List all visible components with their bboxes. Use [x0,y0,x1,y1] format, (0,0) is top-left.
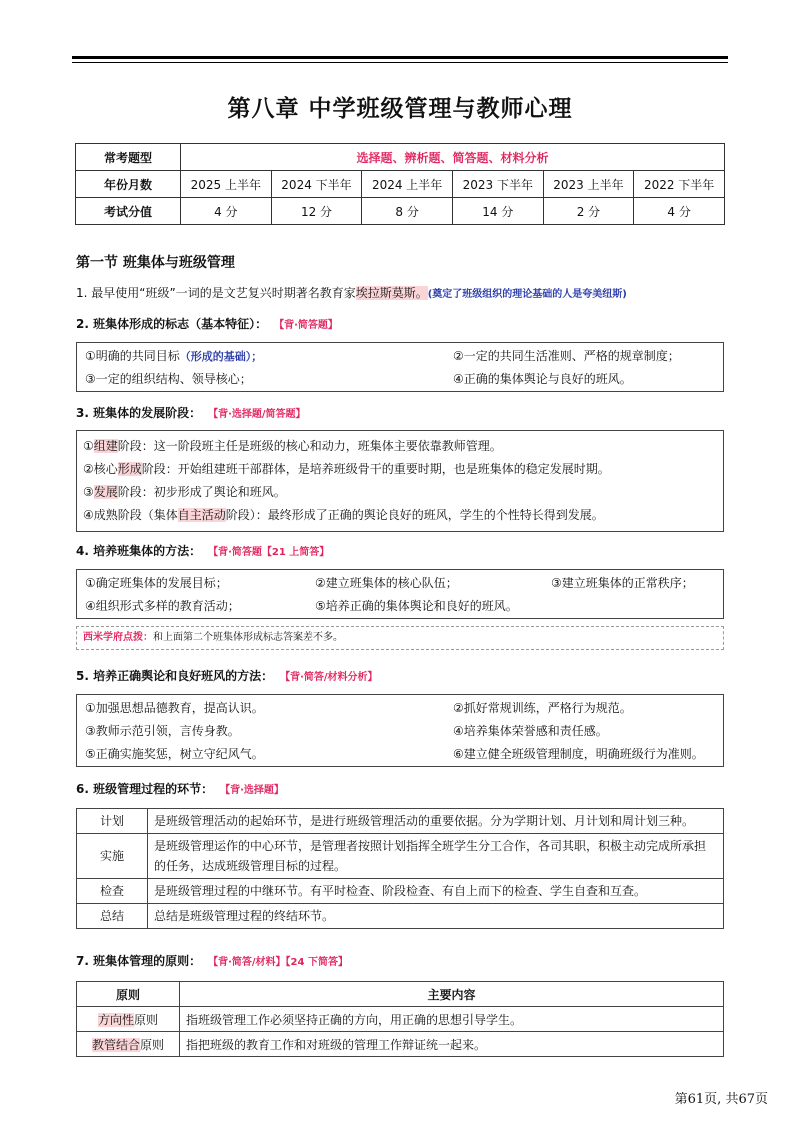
score-cell: 4 分 [181,198,272,225]
list-item: ④正确的集体舆论与良好的班风。 [453,372,632,386]
score-cell: 12 分 [271,198,362,225]
exam-info-table [75,143,725,225]
q1-text: 1. 最早使用“班级”一词的是文艺复兴时期著名教育家 [76,286,356,300]
q5-title-text: 5. 培养正确舆论和良好班风的方法： [76,669,274,683]
list-item: ①加强思想品德教育，提高认识。 [85,701,264,715]
year-cell: 2023 上半年 [543,171,634,198]
list-item: ①确定班集体的发展目标； [85,576,228,590]
year-cell: 2025 上半年 [181,171,272,198]
table-row: 教管结合原则 指把班级的教育工作和对班级的管理工作辩证统一起来。 [77,1032,724,1057]
list-item: ④组织形式多样的教育活动； [85,599,240,613]
q3-tag: 【背·选择题/简答题】 [213,409,306,420]
q1 [76,284,627,301]
year-cell: 2024 下半年 [271,171,362,198]
tip-box [76,626,724,650]
score-cell: 4 分 [634,198,725,225]
q6-title-text: 6. 班级管理过程的环节： [76,782,214,796]
list-item: ⑤培养正确的集体舆论和良好的班风。 [315,599,518,613]
chapter-title: 第八章 中学班级管理与教师心理 [227,95,573,122]
top-rule-thick [72,56,728,59]
q4-box [76,569,724,619]
table-row: 总结 总结是班级管理过程的终结环节。 [77,904,724,929]
list-item: ④培养集体荣誉感和责任感。 [453,724,608,738]
table-row: 检查 是班级管理过程的中继环节。有平时检查、阶段检查、有自上而下的检查、学生自查和互查。 [77,879,724,904]
list-item: ②抓好常规训练，严格行为规范。 [453,701,632,715]
q7-tag: 【背·简答/材料】【24 下简答】 [213,957,348,968]
page-footer: 第61页, 共67页 [674,1092,768,1107]
q1-name: 埃拉斯莫斯。 [355,286,428,300]
q1-note: (奠定了班级组织的理论基础的人是夸美纽斯) [427,289,627,300]
question-types: 选择题、辨析题、简答题、材料分析 [181,144,725,171]
table-header: 原则 主要内容 [77,982,724,1007]
year-cell: 2023 下半年 [452,171,543,198]
list-item: ①明确的共同目标（形成的基础）； [85,349,263,363]
list-item: ②核心形成阶段：开始组建班干部群体，是培养班级骨干的重要时期，也是班集体的稳定发展时期。 [83,462,610,476]
q4-tag: 【背·简答题【21 上简答】 [213,547,330,558]
tip-label: 西米学府点拨： [83,632,153,643]
tip-text: 和上面第二个班集体形成标志答案差不多。 [153,632,343,643]
list-item: ③建立班集体的正常秩序； [551,576,694,590]
list-item: ③发展阶段：初步形成了舆论和班风。 [83,485,286,499]
table-row: 计划 是班级管理活动的起始环节，是进行班级管理活动的重要依据。分为学期计划、月计划和周计划三种。 [77,809,724,834]
process-table [76,808,724,929]
table-row: 方向性原则 指班级管理工作必须坚持正确的方向，用正确的思想引导学生。 [77,1007,724,1032]
score-cell: 8 分 [362,198,453,225]
list-item: ③教师示范引领，言传身教。 [85,724,240,738]
years-label: 年份月数 [76,171,181,198]
q5-title [76,667,378,684]
list-item: ②一定的共同生活准则、严格的规章制度； [453,349,680,363]
q3-title-text: 3. 班集体的发展阶段： [76,406,202,420]
q3-title [76,404,306,421]
scores-label: 考试分值 [76,198,181,225]
q2-box [76,342,724,392]
score-cell: 2 分 [543,198,634,225]
year-cell: 2024 上半年 [362,171,453,198]
table-row: 实施 是班级管理运作的中心环节，是管理者按照计划指挥全班学生分工合作，各司其职，积极主动完成所承担的任务，达成班级管理目标的过程。 [77,834,724,879]
list-item: ④成熟阶段（集体自主活动阶段）：最终形成了正确的舆论良好的班风，学生的个性特长得到发展。 [83,508,604,522]
q2-title [76,315,338,332]
q6-title [76,780,284,797]
types-label: 常考题型 [76,144,181,171]
q4-title-text: 4. 培养班集体的方法： [76,544,202,558]
q4-title [76,542,329,559]
q7-title [76,952,348,969]
q7-title-text: 7. 班集体管理的原则： [76,954,202,968]
list-item: ①组建阶段：这一阶段班主任是班级的核心和动力，班集体主要依靠教师管理。 [83,439,502,453]
q5-tag: 【背·简答/材料分析】 [285,672,378,683]
principles-table [76,981,724,1057]
q2-tag: 【背·简答题】 [279,320,338,331]
year-cell: 2022 下半年 [634,171,725,198]
q2-title-text: 2. 班集体形成的标志（基本特征）： [76,317,268,331]
q6-tag: 【背·选择题】 [225,785,284,796]
list-item: ③一定的组织结构、领导核心； [85,372,252,386]
list-item: ②建立班集体的核心队伍； [315,576,458,590]
top-rule-thin [72,62,728,63]
q5-box [76,694,724,767]
score-cell: 14 分 [452,198,543,225]
q3-box [76,430,724,532]
list-item: ⑥建立健全班级管理制度，明确班级行为准则。 [453,747,704,761]
section-title: 第一节 班集体与班级管理 [76,255,235,271]
q2-note: （形成的基础）； [179,350,263,363]
list-item: ⑤正确实施奖惩，树立守纪风气。 [85,747,264,761]
